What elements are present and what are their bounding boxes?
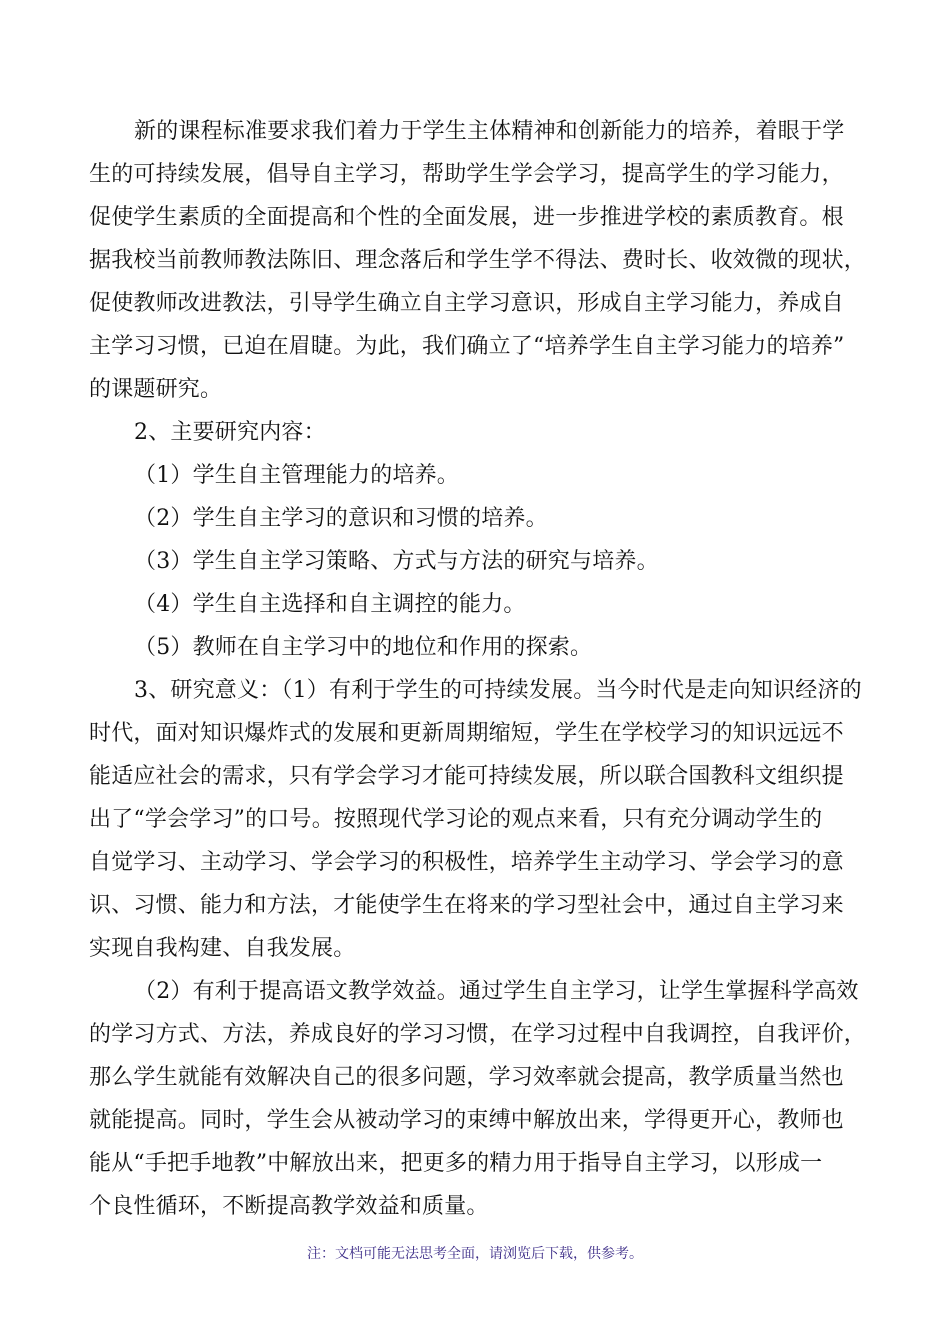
paragraph-line: 的学习方式、方法，养成良好的学习习惯，在学习过程中自我调控，自我评价， [89,1022,867,1047]
paragraph-line: 时代，面对知识爆炸式的发展和更新周期缩短，学生在学校学习的知识远远不 [89,721,844,746]
paragraph-line: 促使学生素质的全面提高和个性的全面发展，进一步推进学校的素质教育。根 [89,205,844,230]
list-item: （4）学生自主选择和自主调控的能力。 [134,592,526,617]
paragraph-line: 识、习惯、能力和方法，才能使学生在将来的学习型社会中，通过自主学习来 [89,893,844,918]
paragraph-line: 主学习习惯，已迫在眉睫。为此，我们确立了“培养学生自主学习能力的培养” [89,334,845,359]
list-item: （1）学生自主管理能力的培养。 [134,463,459,488]
paragraph-line: 能适应社会的需求，只有学会学习才能可持续发展，所以联合国教科文组织提 [89,764,844,789]
paragraph-line: 促使教师改进教法，引导学生确立自主学习意识，形成自主学习能力，养成自 [89,291,844,316]
paragraph-line: 生的可持续发展，倡导自主学习，帮助学生学会学习，提高学生的学习能力， [89,162,844,187]
paragraph-line: 就能提高。同时，学生会从被动学习的束缚中解放出来，学得更开心，教师也 [89,1108,844,1133]
paragraph-line: 的课题研究。 [89,377,223,402]
section-heading: 2、主要研究内容： [134,420,326,445]
paragraph-line: 出了“学会学习”的口号。按照现代学习论的观点来看，只有充分调动学生的 [89,807,823,832]
paragraph-line: 3、研究意义：（1）有利于学生的可持续发展。当今时代是走向知识经济的 [134,678,862,703]
list-item: （5）教师在自主学习中的地位和作用的探索。 [134,635,593,660]
paragraph-line: 实现自我构建、自我发展。 [89,936,356,961]
paragraph-line: 据我校当前教师教法陈旧、理念落后和学生学不得法、费时长、收效微的现状， [89,248,867,273]
list-item: （2）学生自主学习的意识和习惯的培养。 [134,506,548,531]
list-item: （3）学生自主学习策略、方式与方法的研究与培养。 [134,549,659,574]
paragraph-line: 个良性循环，不断提高教学效益和质量。 [89,1194,489,1219]
paragraph-line: 新的课程标准要求我们着力于学生主体精神和创新能力的培养，着眼于学 [134,119,845,144]
footer-note: 注：文档可能无法思考全面，请浏览后下载，供参考。 [307,1246,643,1262]
paragraph-line: 那么学生就能有效解决自己的很多问题，学习效率就会提高，教学质量当然也 [89,1065,844,1090]
paragraph-line: 自觉学习、主动学习、学会学习的积极性，培养学生主动学习、学会学习的意 [89,850,844,875]
paragraph-line: 能从“手把手地教”中解放出来，把更多的精力用于指导自主学习，以形成一 [89,1151,823,1176]
paragraph-line: （2）有利于提高语文教学效益。通过学生自主学习，让学生掌握科学高效 [134,979,859,1004]
